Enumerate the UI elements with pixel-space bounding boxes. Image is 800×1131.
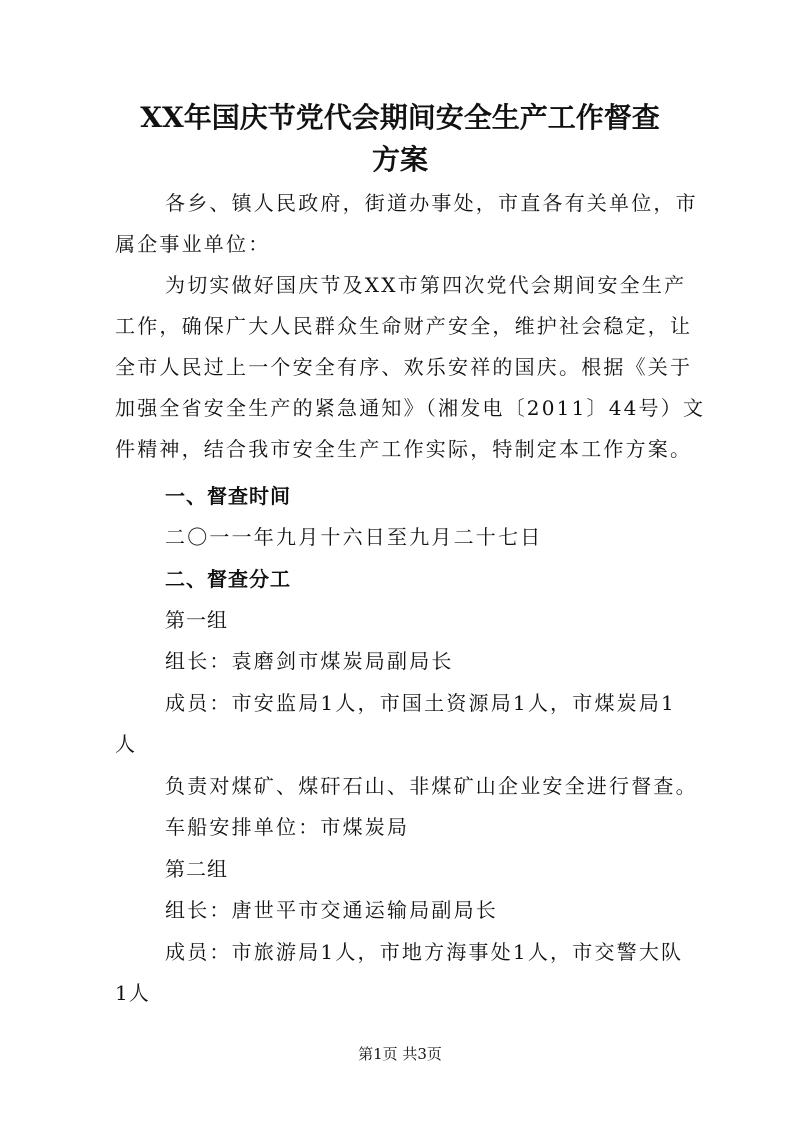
group-2-members-line-2: 1人 (115, 981, 150, 1005)
addressee-line-1: 各乡、镇人民政府，街道办事处，市直各有关单位，市 (165, 191, 698, 215)
group-1-duty: 负责对煤矿、煤矸石山、非煤矿山企业安全进行督查。 (165, 774, 698, 798)
intro-line-4: 加强全省安全生产的紧急通知》（湘发电〔2011〕44号）文 (115, 396, 706, 420)
group-1-members-line-2: 人 (115, 732, 136, 756)
group-1-name: 第一组 (165, 608, 228, 632)
addressee-line-2: 属企事业单位： (115, 232, 271, 256)
inspection-period: 二〇一一年九月十六日至九月二十七日 (165, 525, 543, 549)
group-1-leader: 组长：袁磨剑市煤炭局副局长 (165, 649, 454, 673)
page-number-footer: 第1页 共3页 (358, 1045, 442, 1063)
intro-line-3: 全市人民过上一个安全有序、欢乐安祥的国庆。根据《关于 (115, 355, 693, 379)
group-2-name: 第二组 (165, 857, 228, 881)
section-heading-division: 二、督查分工 (165, 567, 291, 591)
intro-line-5: 件精神，结合我市安全生产工作实际，特制定本工作方案。 (115, 437, 693, 461)
intro-line-1: 为切实做好国庆节及XX市第四次党代会期间安全生产 (165, 273, 687, 297)
document-title-line-2: 方案 (371, 143, 428, 176)
intro-line-2: 工作，确保广大人民群众生命财产安全，维护社会稳定，让 (115, 314, 693, 338)
group-2-leader: 组长：唐世平市交通运输局副局长 (165, 898, 498, 922)
document-title-line-1: XX年国庆节党代会期间安全生产工作督查 (140, 101, 660, 134)
section-heading-time: 一、督查时间 (165, 484, 291, 508)
group-1-members-line-1: 成员：市安监局1人，市国土资源局1人，市煤炭局1 (165, 691, 676, 715)
group-2-members-line-1: 成员：市旅游局1人，市地方海事处1人，市交警大队 (165, 940, 684, 964)
group-1-vehicle-unit: 车船安排单位：市煤炭局 (165, 815, 410, 839)
